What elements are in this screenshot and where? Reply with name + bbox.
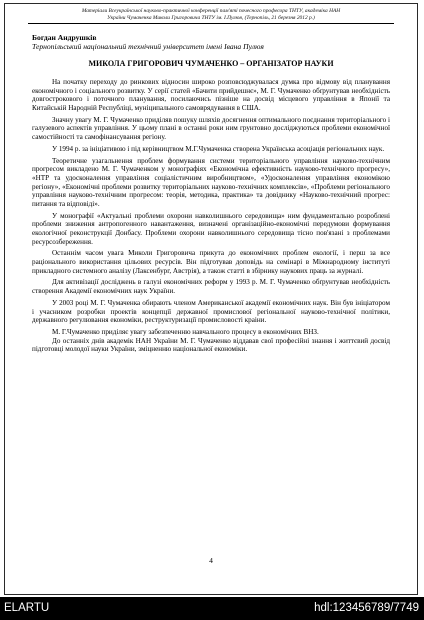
- paragraph: Теоретичне узагальнення проблем формування системи територіального управління науково-технічним прогресом викладено М. Г. Чумаченком у монографіях «Економічна ефективність науково-технічного прогресу», «НТР та удосконалення управління соціалістичним виробництвом», «Удосконалення управління економікою регіону», «Економічні проблеми розвитку територіальних науково-технічних комплексів», «Проблеми регіонального управління науково-технічним прогресом: теорія, методика, практика» та довіднику «Науково-технічний прогрес: питання та відповіді».: [32, 156, 390, 208]
- paragraph: У монографії «Актуальні проблеми охорони навколишнього середовища» ним фундаментально розроблені проблеми зниження антропогенного навантаження, визначені організаційно-економічні передумови формування екологічної реконструкції Донбасу. Проблеми охорони навколишнього середовища тісно пов'язані з проблемами ресурсозбереження.: [32, 211, 390, 246]
- repository-name: ELARTU: [4, 602, 50, 614]
- page-number: 4: [209, 556, 213, 565]
- repository-footer-bar: [0, 597, 424, 620]
- paragraph: У 2003 році М. Г. Чумаченка обирають членом Американської академії економічних наук. Він був ініціатором і учасником розробки проектів концепції державної промислової регіональної науково-технічної політики, державного регулювання економіки, реструктуризації промисловості краіни.: [32, 298, 390, 325]
- paragraph: М. Г.Чумаченко приділяє увагу забезпеченню навчального процесу в економічних ВНЗ.: [52, 327, 319, 336]
- header-line-1: Матеріали Всеукраїнської науково-практичної конференції пам'яті почесного професора ТНТУ, академіка НАН: [81, 8, 341, 14]
- paragraph: Значну увагу М. Г. Чумаченко приділяв пошуку шляхів досягнення оптимального поєднання територіального і галузевого аспектів управління. У цьому плані в останні роки ним грунтовно досліджуються проблеми економічної самостійності та самофінансування регіону.: [32, 115, 390, 142]
- author-affiliation: Тернопільський національний технічний університет імені Івана Пулюя: [32, 42, 264, 51]
- handle-identifier[interactable]: hdl:123456789/7749: [314, 602, 419, 614]
- article-title: МИКОЛА ГРИГОРОВИЧ ЧУМАЧЕНКО – ОРГАНІЗАТОР НАУКИ: [88, 59, 334, 68]
- author-name: Богдан Андрушків: [32, 33, 97, 42]
- page-content: [32, 8, 390, 357]
- header-divider: [28, 23, 394, 24]
- paragraph: До останніх днів академік НАН України М. Г. Чумаченко віддавав свої професійні знання і життєвий досвід підготовці молодої науки України, зміцненню національної економіки.: [32, 336, 390, 354]
- header-line-2: України Чумаченка Миколи Григоровича ТНТУ ім. І.Пулюя, (Тернопіль, 21 березня 2012 р.): [107, 15, 315, 21]
- paragraph: У 1994 р. за ініціативою і під керівництвом М.Г.Чумаченка створена Українська асоціація регіональних наук.: [52, 144, 385, 153]
- paragraph: На початку переходу до ринкових відносин широко розповсюджувалася думка про відмову від планування економічного і соціального розвитку. У серії статей «Бачити прийдешнє», М. Г. Чумаченко обґрунтував необхідність довгострокового і поточного планування, посилаючись пізніше на досвід місцевого управління в Японії та Китайській Народній Республіці, муніципального самоврядування в США.: [32, 78, 390, 113]
- conference-header: [32, 8, 390, 22]
- document-page: [4, 3, 418, 595]
- paragraph: Для активізації досліджень в галузі економічних реформ у 1993 р. М. Г. Чумаченко обґрунтував необхідність створення Академії економічних наук України.: [32, 278, 390, 296]
- paragraph: Останнім часом увага Миколи Григоровича прикута до економічних проблем екології, і перш за все раціонального використання цільових ресурсів. Він підготував доповідь на семінарі в Міжнародному інституті прикладного системного аналізу (Лаксенбург, Австрія), а також статті в збірнику наукових праць за журналі.: [32, 249, 390, 275]
- article-body: [32, 78, 390, 354]
